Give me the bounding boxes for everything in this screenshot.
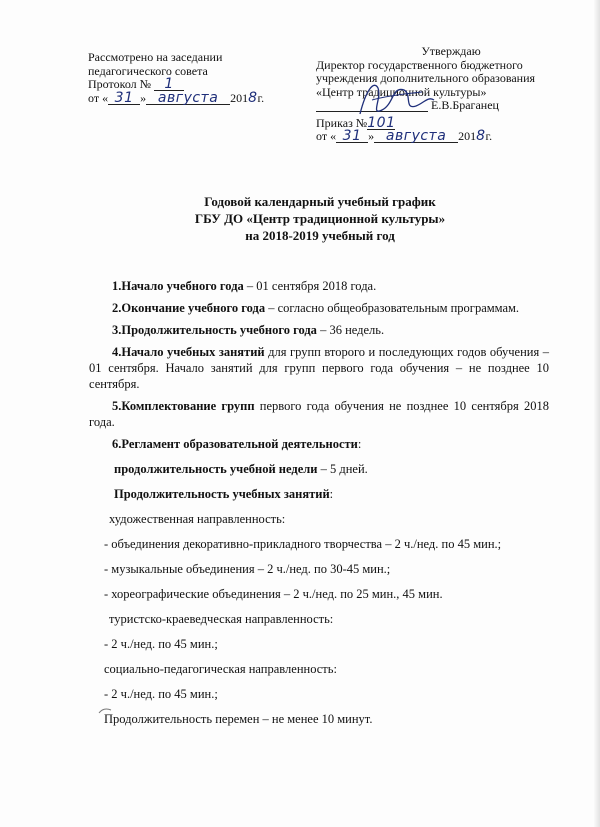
date-year-digit: 8 <box>476 128 486 144</box>
breaks-length: Продолжительность перемен – не менее 10 минут. <box>104 712 373 726</box>
date-month-field <box>374 130 458 143</box>
title-line-3: на 2018-2019 учебный год <box>245 228 395 243</box>
document-body <box>89 278 549 736</box>
lesson-length <box>89 486 549 502</box>
document-title <box>90 193 550 244</box>
order-label: Приказ № <box>316 115 368 130</box>
item-6 <box>89 436 549 452</box>
review-line-2: педагогического совета <box>88 63 208 78</box>
date-day-field <box>108 89 140 106</box>
approval-line-3: «Центр традиционной культуры» <box>316 84 487 99</box>
art-item-2: - музыкальные объединения – 2 ч./нед. по 30-45 мин.; <box>104 562 391 576</box>
lesson-length-label: Продолжительность учебных занятий <box>114 487 330 501</box>
approve-heading: Утверждаю <box>421 44 481 58</box>
item-4-label: 4.Начало учебных занятий <box>112 345 265 359</box>
date-suffix: г. <box>257 90 265 105</box>
item-2-text: – согласно общеобразовательным программам. <box>265 301 520 315</box>
protocol-label: Протокол № <box>88 77 152 91</box>
director-signature <box>352 70 440 130</box>
item-1-text: – 01 сентября 2018 года. <box>243 279 377 293</box>
week-length-label: продолжительность учебной недели <box>114 462 318 476</box>
tourism-direction: туристско-краеведческая направленность: <box>109 612 334 626</box>
item-2-label: 2.Окончание учебного года <box>112 301 266 315</box>
date-year-prefix: 201 <box>458 129 477 143</box>
pen-mark <box>98 707 112 715</box>
date-month: августа <box>157 89 219 106</box>
art-direction: художественная направленность: <box>109 512 286 526</box>
date-year-prefix: 201 <box>230 90 249 105</box>
item-3 <box>89 322 549 338</box>
art-item-1: - объединения декоративно-прикладного творчества – 2 ч./нед. по 45 мин.; <box>104 537 502 551</box>
date-day: 31 <box>342 128 362 144</box>
date-prefix: от « <box>88 90 109 105</box>
date-year-digit: 8 <box>248 89 258 106</box>
date-month: августа <box>385 128 447 144</box>
date-suffix: г. <box>485 129 493 143</box>
date-mid: » <box>368 129 375 143</box>
title-line-2: ГБУ ДО «Центр традиционной культуры» <box>194 211 446 226</box>
order-number: 101 <box>367 114 396 131</box>
art-item-3: - хореографические объединения – 2 ч./нед. по 25 мин., 45 мин. <box>104 587 443 601</box>
review-line-1: Рассмотрено на заседании <box>88 50 223 64</box>
item-5-text: первого года обучения не позднее 10 сентября 2018 года. <box>89 399 549 429</box>
signer-name: Е.В.Браганец <box>431 98 499 112</box>
approval-date-line <box>316 130 586 144</box>
item-6-text: : <box>357 437 362 451</box>
item-4-text: для групп второго и последующих годов обучения – 01 сентября. Начало занятий для групп первого года обучения – не позднее 10 сентября. <box>89 345 549 391</box>
item-2 <box>89 300 549 316</box>
approval-line-1: Директор государственного бюджетного <box>316 57 523 72</box>
date-month-field <box>146 89 230 106</box>
item-5 <box>89 398 549 430</box>
date-day: 31 <box>114 89 134 106</box>
date-mid: » <box>140 90 147 105</box>
item-1 <box>89 278 549 294</box>
item-3-label: 3.Продолжительность учебного года <box>112 323 317 337</box>
date-prefix: от « <box>316 129 337 143</box>
scan-edge-shadow <box>594 0 600 827</box>
protocol-number: 1 <box>164 76 174 92</box>
social-direction: социально-педагогическая направленность: <box>104 662 337 676</box>
lesson-length-text: : <box>329 487 334 501</box>
item-6-label: 6.Регламент образовательной деятельности <box>112 437 358 451</box>
title-line-1: Годовой календарный учебный график <box>204 194 436 209</box>
week-length <box>89 461 549 477</box>
date-day-field <box>336 130 368 143</box>
week-length-text: – 5 дней. <box>317 462 368 476</box>
item-3-text: – 36 недель. <box>316 323 385 337</box>
item-1-label: 1.Начало учебного года <box>112 279 244 293</box>
tourism-item-1: - 2 ч./нед. по 45 мин.; <box>104 637 218 651</box>
social-item-1: - 2 ч./нед. по 45 мин.; <box>104 687 218 701</box>
approval-line-2: учреждения дополнительного образования <box>316 71 536 85</box>
item-4 <box>89 344 549 392</box>
review-block <box>88 51 264 105</box>
item-5-label: 5.Комплектование групп <box>112 399 255 413</box>
review-date-line <box>88 89 265 106</box>
